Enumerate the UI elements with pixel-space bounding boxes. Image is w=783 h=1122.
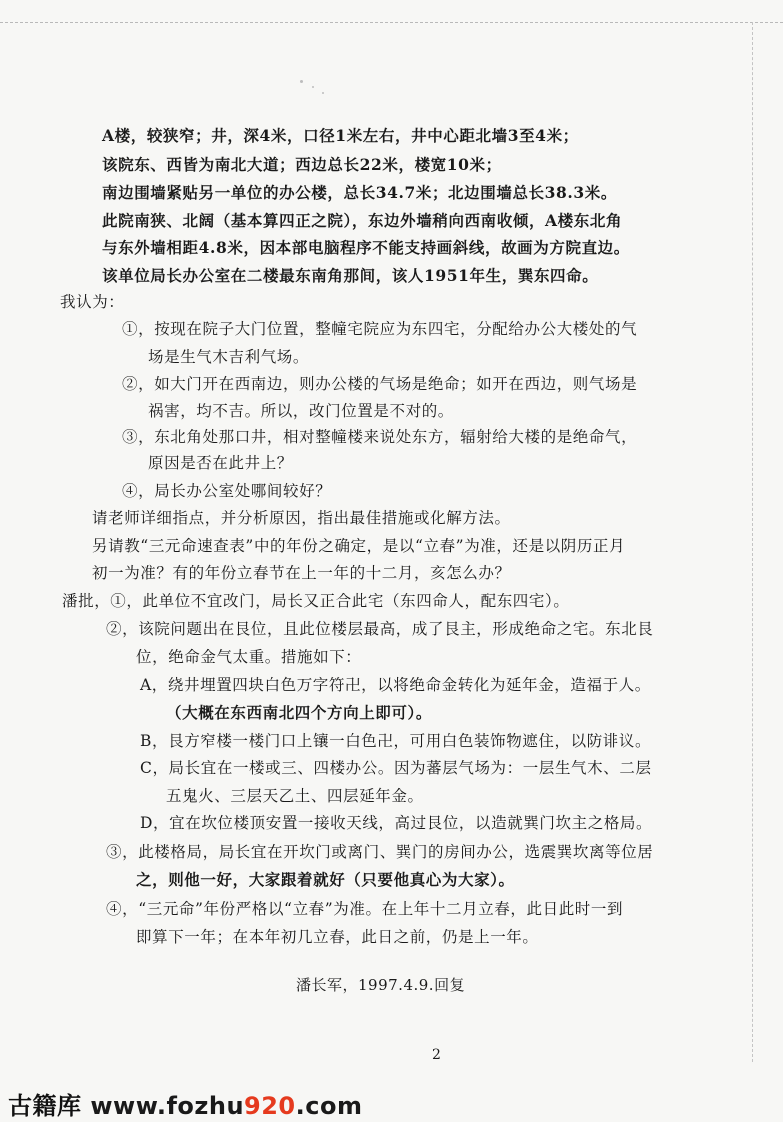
text-line: 场是生气木吉利气场。 bbox=[148, 348, 310, 366]
watermark-url-suffix: .com bbox=[295, 1092, 363, 1120]
text-line: 该单位局长办公室在二楼最东南角那间，该人1951年生，巽东四命。 bbox=[102, 266, 599, 285]
site-watermark bbox=[8, 1086, 362, 1121]
text-line: D，宜在坎位楼顶安置一接收天线，高过艮位，以造就巽门坎主之格局。 bbox=[140, 814, 653, 832]
text-line: 五鬼火、三层天乙土、四层延年金。 bbox=[166, 787, 424, 805]
text-line: ②，该院问题出在艮位，且此位楼层最高，成了艮主，形成绝命之宅。东北艮 bbox=[106, 620, 654, 638]
text-line: A，绕井埋置四块白色万字符卍，以将绝命金转化为延年金，造福于人。 bbox=[140, 676, 651, 694]
text-line: 初一为准？有的年份立春节在上一年的十二月，亥怎么办？ bbox=[92, 564, 511, 582]
scan-speck bbox=[312, 86, 314, 88]
text-line: B，艮方窄楼一楼门口上镶一白色卍，可用白色装饰物遮住，以防诽议。 bbox=[140, 732, 652, 750]
text-line: 祸害，均不吉。所以，改门位置是不对的。 bbox=[148, 402, 454, 420]
watermark-url-prefix: www.fozhu bbox=[90, 1092, 245, 1120]
text-line: ③，此楼格局，局长宜在开坎门或离门、巽门的房间办公，选震巽坎离等位居 bbox=[106, 843, 654, 861]
text-line: ③，东北角处那口井，相对整幢楼来说处东方，辐射给大楼的是绝命气， bbox=[122, 428, 638, 446]
page-edge-top bbox=[0, 22, 783, 23]
text-line: 与东外墙相距4.8米，因本部电脑程序不能支持画斜线，故画为方院直边。 bbox=[102, 238, 630, 257]
text-line: A楼，较狭窄；井，深4米，口径1米左右，井中心距北墙3至4米； bbox=[102, 126, 579, 145]
watermark-name: 古籍库 bbox=[8, 1092, 82, 1120]
text-line: 另请教“三元命速查表”中的年份之确定，是以“立春”为准，还是以阴历正月 bbox=[92, 537, 626, 555]
text-line: （大概在东西南北四个方向上即可）。 bbox=[166, 703, 432, 722]
scan-speck bbox=[300, 80, 303, 83]
text-line: 原因是否在此井上？ bbox=[148, 454, 293, 472]
page-number: 2 bbox=[432, 1047, 441, 1063]
text-line: ①，按现在院子大门位置，整幢宅院应为东四宅，分配给办公大楼处的气 bbox=[122, 320, 638, 338]
text-line: 该院东、西皆为南北大道；西边总长22米，楼宽10米； bbox=[102, 155, 502, 174]
text-line: 潘批，①，此单位不宜改门，局长又正合此宅（东四命人，配东四宅）。 bbox=[62, 592, 570, 610]
page-edge-right bbox=[752, 22, 753, 1062]
scan-speck bbox=[322, 92, 324, 94]
text-line: ②，如大门开在西南边，则办公楼的气场是绝命；如开在西边，则气场是 bbox=[122, 375, 638, 393]
watermark-url-number: 920 bbox=[244, 1092, 296, 1120]
signature-line: 潘长军，1997.4.9.回复 bbox=[296, 976, 466, 994]
text-line: 之，则他一好，大家跟着就好（只要他真心为大家）。 bbox=[136, 870, 515, 889]
text-line: 位，绝命金气太重。措施如下： bbox=[136, 648, 362, 666]
text-line: ④，局长办公室处哪间较好？ bbox=[122, 482, 332, 500]
text-line: ④，“三元命”年份严格以“立春”为准。在上年十二月立春，此日此时一到 bbox=[106, 900, 624, 918]
text-line: 南边围墙紧贴另一单位的办公楼，总长34.7米；北边围墙总长38.3米。 bbox=[102, 183, 618, 202]
text-line: C，局长宜在一楼或三、四楼办公。因为蕃层气场为：一层生气木、二层 bbox=[140, 759, 652, 777]
text-line: 即算下一年；在本年初几立春，此日之前，仍是上一年。 bbox=[136, 928, 539, 946]
text-line: 请老师详细指点，并分析原因，指出最佳措施或化解方法。 bbox=[92, 509, 511, 527]
text-line: 我认为： bbox=[60, 293, 125, 311]
text-line: 此院南狭、北阔（基本算四正之院），东边外墙稍向西南收倾，A楼东北角 bbox=[102, 211, 623, 230]
